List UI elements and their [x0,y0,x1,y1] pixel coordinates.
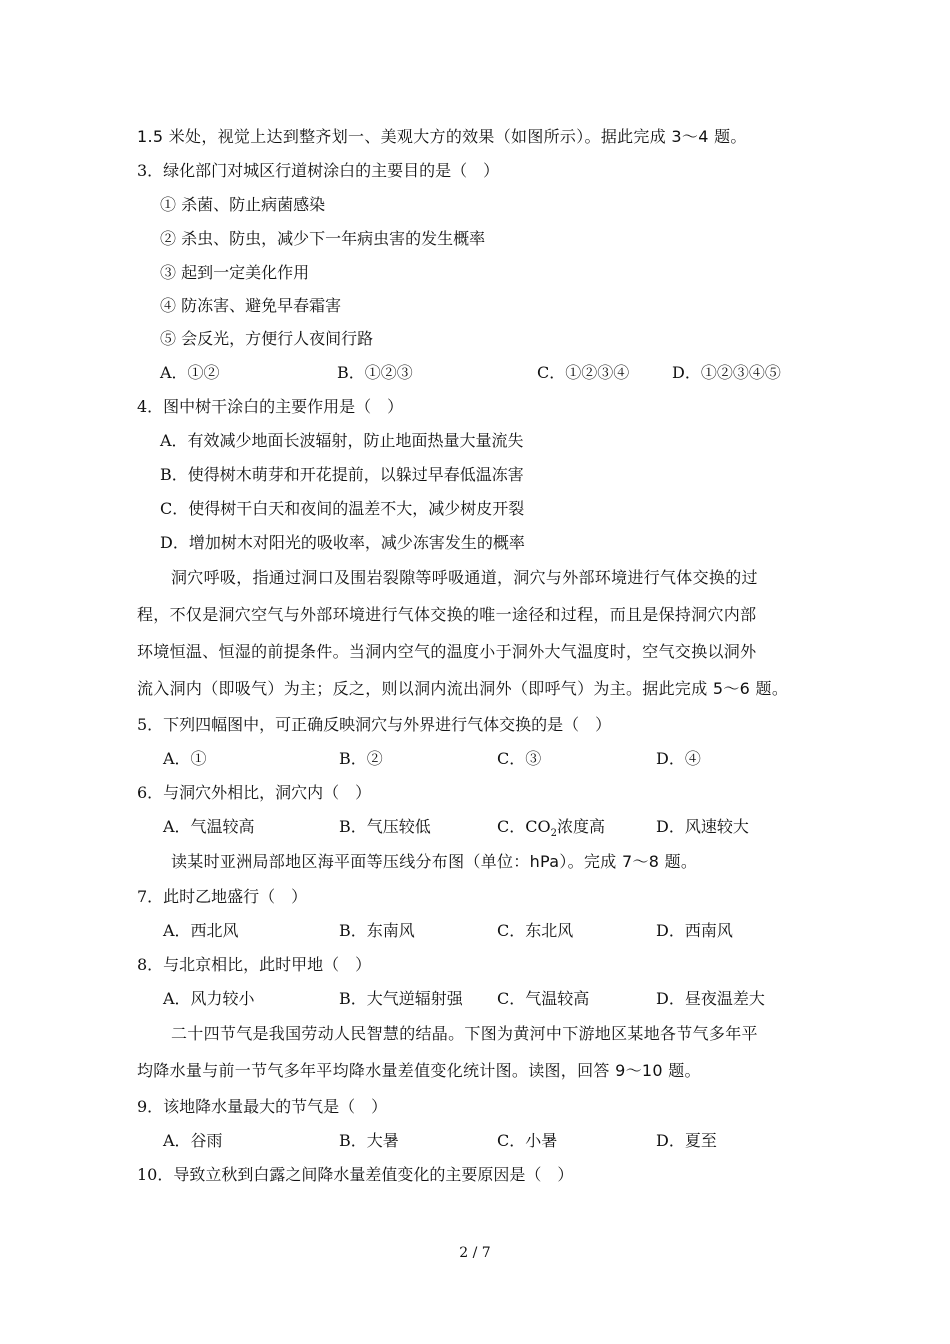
question-6-option-b: B．气压较低 [339,817,431,836]
question-6-option-a: A．气温较高 [163,817,255,836]
question-7-option-b: B．东南风 [339,921,415,940]
question-5-stem: 5．下列四幅图中，可正确反映洞穴与外界进行气体交换的是（ ） [137,715,612,734]
question-9-option-c: C．小暑 [497,1131,558,1150]
question-7-stem: 7．此时乙地盛行（ ） [137,887,308,906]
question-3-option-d: D．①②③④⑤ [672,363,781,382]
question-8-option-c: C．气温较高 [497,989,590,1008]
passage-q5-6-line-1: 洞穴呼吸，指通过洞口及围岩裂隙等呼吸通道，洞穴与外部环境进行气体交换的过 [171,568,758,587]
passage-q9-10-line-1: 二十四节气是我国劳动人民智慧的结晶。下图为黄河中下游地区某地各节气多年平 [171,1024,758,1043]
passage-q5-6-line-4: 流入洞内（即吸气）为主；反之，则以洞内流出洞外（即呼气）为主。据此完成 5～6 题。 [137,679,789,698]
question-4-option-c: C．使得树干白天和夜间的温差不大，减少树皮开裂 [160,499,525,518]
question-4-option-b: B．使得树木萌芽和开花提前，以躲过早春低温冻害 [160,465,524,484]
question-5-option-b: B．② [339,749,383,768]
question-9-stem: 9．该地降水量最大的节气是（ ） [137,1097,388,1116]
question-9-option-a: A．谷雨 [163,1131,223,1150]
question-3-item-4: ④ 防冻害、避免早春霜害 [160,296,342,315]
question-8-option-d: D．昼夜温差大 [656,989,765,1008]
question-7-option-c: C．东北风 [497,921,574,940]
question-5-option-d: D．④ [656,749,701,768]
question-4-option-d: D．增加树木对阳光的吸收率，减少冻害发生的概率 [160,533,525,552]
question-8-option-b: B．大气逆辐射强 [339,989,463,1008]
question-5-option-c: C．③ [497,749,542,768]
question-6-option-c-tail: 浓度高 [556,817,605,836]
question-3-option-a: A．①② [160,363,220,382]
question-3-item-2: ② 杀虫、防虫，减少下一年病虫害的发生概率 [160,229,486,248]
question-6-option-c [497,816,605,845]
passage-q9-10-line-2: 均降水量与前一节气多年平均降水量差值变化统计图。读图，回答 9～10 题。 [137,1061,701,1080]
question-3-item-1: ① 杀菌、防止病菌感染 [160,195,326,214]
co2-subscript: 2 [550,828,557,840]
question-4-stem: 4．图中树干涂白的主要作用是（ ） [137,397,404,416]
question-6-option-c-prefix: C．CO [497,817,551,836]
page-number: 2 / 7 [459,1245,491,1261]
passage-q3-4-continued: 1.5 米处，视觉上达到整齐划一、美观大方的效果（如图所示）。据此完成 3～4 题。 [137,127,747,146]
question-10-stem: 10．导致立秋到白露之间降水量差值变化的主要原因是（ ） [137,1165,574,1184]
question-9-option-b: B．大暑 [339,1131,399,1150]
passage-q5-6-line-3: 环境恒温、恒湿的前提条件。当洞内空气的温度小于洞外大气温度时，空气交换以洞外 [137,642,757,661]
passage-q7-8: 读某时亚洲局部地区海平面等压线分布图（单位：hPa）。完成 7～8 题。 [171,852,698,871]
question-8-stem: 8．与北京相比，此时甲地（ ） [137,955,372,974]
question-3-item-5: ⑤ 会反光，方便行人夜间行路 [160,329,374,348]
question-3-item-3: ③ 起到一定美化作用 [160,263,310,282]
question-5-option-a: A．① [163,749,207,768]
question-7-option-a: A．西北风 [163,921,239,940]
passage-q5-6-line-2: 程，不仅是洞穴空气与外部环境进行气体交换的唯一途径和过程，而且是保持洞穴内部 [137,605,757,624]
question-3-stem: 3．绿化部门对城区行道树涂白的主要目的是（ ） [137,161,500,180]
question-6-stem: 6．与洞穴外相比，洞穴内（ ） [137,783,372,802]
question-9-option-d: D．夏至 [656,1131,717,1150]
question-4-option-a: A．有效减少地面长波辐射，防止地面热量大量流失 [160,431,524,450]
question-8-option-a: A．风力较小 [163,989,255,1008]
question-7-option-d: D．西南风 [656,921,733,940]
question-6-option-d: D．风速较大 [656,817,749,836]
question-3-option-b: B．①②③ [337,363,413,382]
question-3-option-c: C．①②③④ [537,363,630,382]
